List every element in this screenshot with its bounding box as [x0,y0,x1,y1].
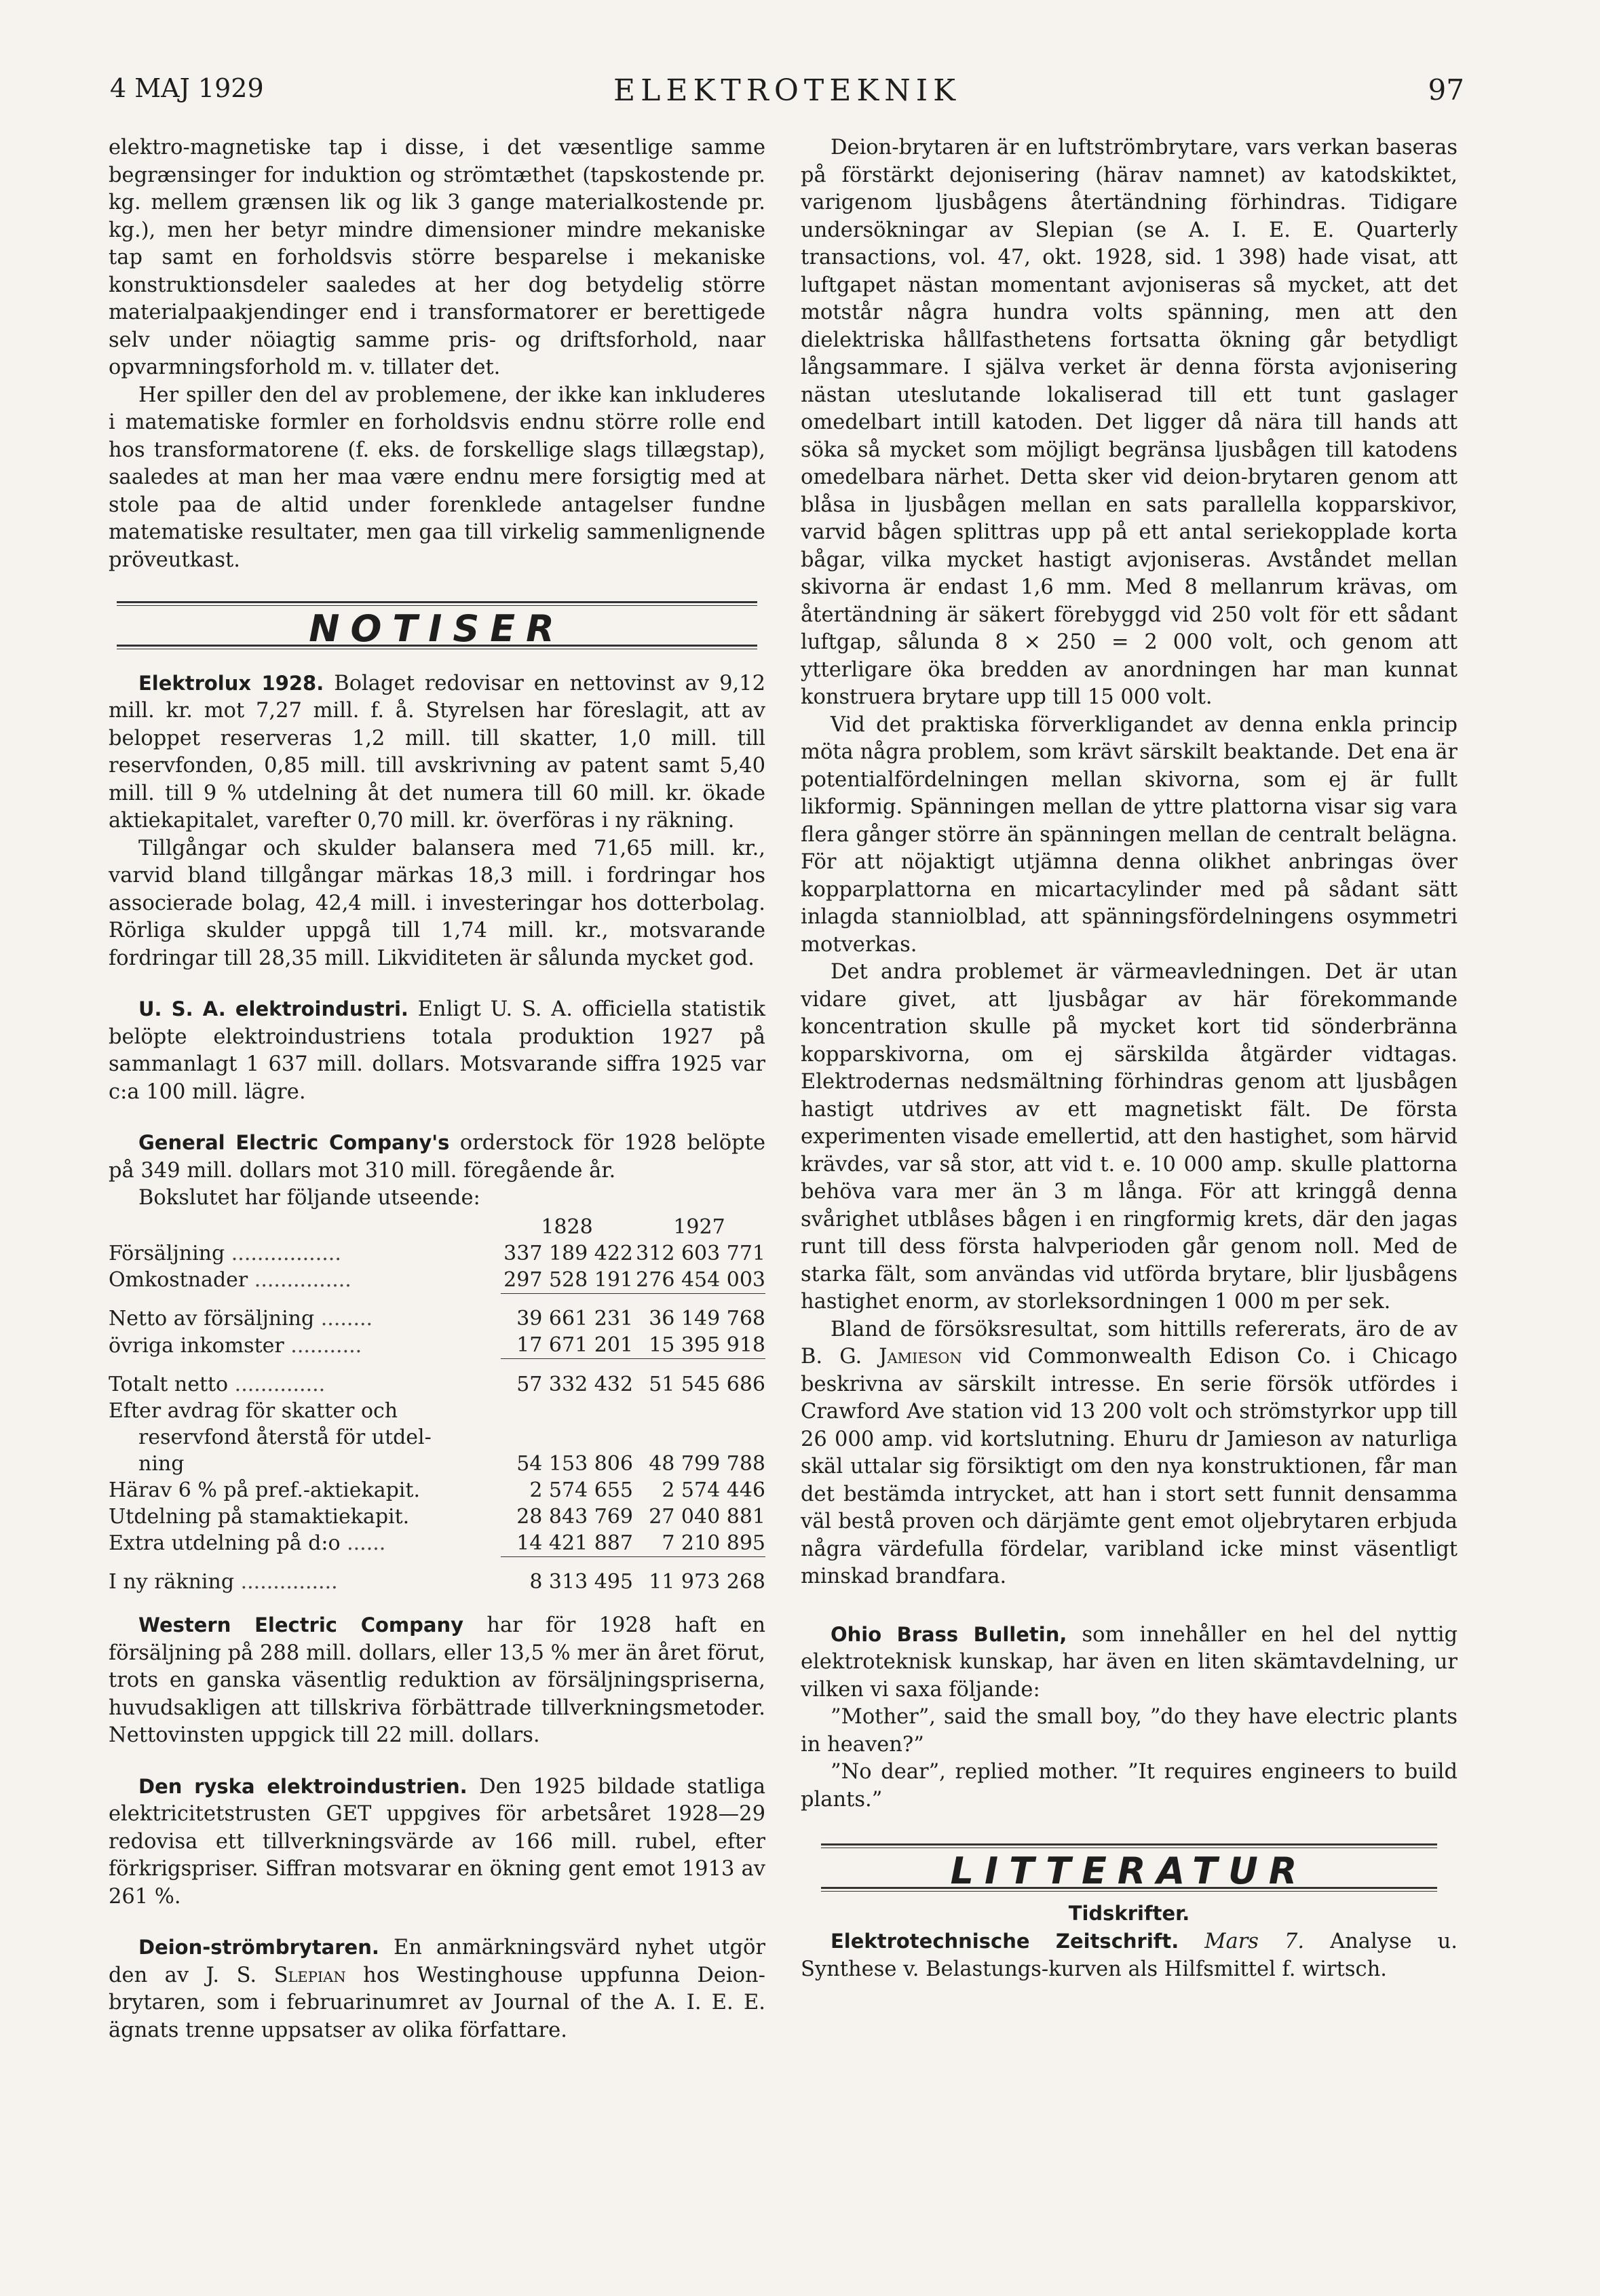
row-label: Härav 6 % på pref.-aktiekapit. [109,1478,420,1502]
row-label: ning [138,1451,185,1476]
row-value-1828: 2 574 655 [529,1478,633,1502]
table-row: Omkostnader ............... 297 528 191 276 454 003 [109,1267,765,1292]
row-value-1927: 7 210 895 [662,1531,765,1555]
deion-body-2: Vid det praktiska förverkligandet av denna enkla princip möta några problem, som krävt särskilt beaktande. Det ena är potentialfördelningen mellan skivorna, som ej är fullt likformig. Spänningen mellan de yttre plattorna visar sig vara flera gånger större än spänningen mellan de centralt belägna. För att nöjaktigt utjämna denna olikhet anbringas över kopparplattorna en micartacylinder med på sådant sätt inlagda stanniolblad, att spänningsfördelningens osymmetri motverkas. [801,712,1458,957]
ge-heading: General Electric Company's [138,1131,450,1154]
financial-table [109,1212,765,1596]
etz-entry [801,1928,1458,1983]
row-value-1927: 27 040 881 [649,1504,765,1529]
table-row [109,1451,765,1477]
row-value-1927: 36 149 768 [633,1293,765,1332]
row-value-1828: 297 528 191 [503,1267,633,1292]
row-label: reservfond återstå för utdel- [138,1425,432,1449]
quote-1: ”Mother”, said the small boy, ”do they have electric plants in heaven?” [801,1705,1458,1757]
deion-body-4 [801,1316,1458,1591]
heading-rule-top [821,1843,1437,1848]
row-value-1828: 54 153 806 [516,1451,633,1476]
table-row: övriga inkomster ........... 17 671 201 15 395 918 [109,1333,765,1358]
page-header [110,73,1464,114]
etz-date: Mars 7. [1204,1930,1305,1953]
we-text: har för 1928 haft en försäljning på 288 mill. dollars, eller 13,5 % mer än året förut, trots en ganska väsentlig reduktion av försäljningspriserna, huvudsakligen att tillskriva förbättrade tillverkningsmetoder. Nettovinsten uppgick till 22 mill. dollars. [109,1613,765,1747]
ohio-paragraph [801,1621,1458,1704]
row-value-1927: 51 545 686 [633,1359,765,1398]
usa-heading: U. S. A. elektroindustri. [138,997,408,1020]
year-col-2: 1927 [673,1214,725,1239]
row-label: Totalt netto [109,1372,229,1396]
row-label: Efter avdrag för skatter och [109,1398,398,1423]
ge-text: orderstock för 1928 belöpte på 349 mill. dollars mot 310 mill. föregående år. [109,1131,765,1183]
left-column [109,134,765,2044]
usa-text: Enligt U. S. A. officiella statistik belöpte elektroindustriens totala produktion 1927 på sammanlagt 1 637 mill. dollars. Motsvarande siffra 1925 var c:a 100 mill. lägre. [109,997,765,1104]
notiser-heading [117,601,757,649]
deion-paragraph [109,1934,765,2044]
row-value-1927: 48 799 788 [649,1451,765,1476]
table-row [109,1504,765,1530]
row-value-1828: 337 189 422 [503,1241,633,1265]
quote-2: ”No dear”, replied mother. ”It requires engineers to build plants.” [801,1760,1458,1812]
ge-bokslut: Bokslutet har följande utseende: [138,1186,480,1210]
notiser-title: NOTISER [309,607,565,650]
row-label: I ny räkning [109,1570,235,1594]
deion-body-3: Det andra problemet är värmeavledningen. Det är utan vidare givet, att ljusbågar av här förekommande koncentration skulle på mycket kort tid sönderbränna kopparskivorna, om ej särskilda åtgärder vidtagas. Elektrodernas nedsmältning förhindras genom att ljusbågen hastigt utdrives av ett magnetiskt fält. De första experimenten visade emellertid, att den hastighet, som härvid krävdes, var så stor, att vid t. e. 10 000 amp. skulle plattorna behöva vara mer än 3 m långa. För att kringgå denna svårighet utblåses bågen i en ringformig krets, där den jagas runt till dess första halvperioden går genom noll. Med de starka fält, som användas vid utförda brytare, blir ljusbågens hastighet enorm, av storleksordningen 1 000 m per sek. [801,960,1458,1314]
p4-name: Jamieson [879,1345,962,1369]
elektrolux-heading: Elektrolux 1928. [138,671,324,695]
ry-text: Den 1925 bildade statliga elektricitetstrusten GET uppgives för arbetsåret 1928—29 redovisa ett tillverkningsvärde av 166 mill. rubel, efter förkrigspriser. Siffran motsvarar en ökning gent emot 1913 av 261 %. [109,1774,765,1909]
elektrolux-paragraph-1 [109,670,765,835]
table-row: Netto av försäljning ........ 39 661 231 36 149 768 [109,1293,765,1332]
de-name: Slepian [273,1963,346,1987]
p4-text-a: Bland de försöksresultat, som hittills refererats, äro de av B. G. [801,1317,1458,1369]
row-value-1828: 39 661 231 [501,1293,633,1332]
row-value-1828: 28 843 769 [516,1504,633,1529]
row-value-1927: 312 603 771 [636,1241,765,1265]
p4-text-b: vid Commonwealth Edison Co. i Chicago beskrivna av särskilt intresse. En serie försök utfördes i Crawford Ave station vid 13 200 volt och strömstyrkor upp till 26 000 amp. vid kortslutning. Ehuru dr Jamieson av naturliga skäl uttalar sig försiktigt om den nya konstruktionen, får man det bestämda intrycket, att han i stort sett funnit densamma väl bestå proven och därjämte gent emot oljebrytaren erbjuda några värdefulla fördelar, varibland icke minst väsentligt minskad brandfara. [801,1345,1458,1588]
heading-rule-top [117,601,757,606]
page-number: 97 [1428,73,1464,107]
litteratur-heading [821,1843,1437,1892]
row-value-1927: 11 973 268 [633,1556,765,1595]
intro-paragraph-1: elektro-magnetiske tap i disse, i det væsentlige samme begrænsinger for induktion og strömtæthet (tapskostende pr. kg. mellem grænsen lik og lik 3 gange materialkostende pr. kg.), men her betyr mindre dimensioner mindre mekaniske tap samt en forholdsvis större besparelse i mekaniske konstruktionsdeler saaledes at her dog betydelig större materialpaakjendinger end i transformatorer er berettigede selv under nöiagtig samme pris- og driftsforhold, naar opvarmningsforhold m. v. tillater det. [109,136,765,379]
ry-heading: Den ryska elektroindustrien. [138,1774,468,1798]
right-column [801,134,1458,1983]
tidskrifter-label: Tidskrifter. [1068,1901,1190,1925]
intro-paragraph-2: Her spiller den del av problemene, der ikke kan inkluderes i matematiske formler en forholdsvis endnu större rolle end hos transformatorene (f. eks. de forskellige slags tillægstap), saaledes at man her maa være endnu mere forsigtig med at stole paa de altid under forenklede antagelser fundne matematiske resultater, men gaa till virkelig sammenlignende pröveutkast. [109,383,765,572]
row-value-1828: 17 671 201 [516,1333,633,1357]
row-value-1927: 15 395 918 [649,1333,765,1357]
table-row: Totalt netto .............. 57 332 432 51 545 686 [109,1359,765,1398]
de-text-2: hos Westinghouse uppfunna Deion-brytaren, som i februarinumret av Journal of the A. I. E. E. ägnats trenne uppsatser av olika författare. [109,1963,765,2042]
table-row: Extra utdelning på d:o ...... 14 421 887 7 210 895 [109,1531,765,1555]
de-heading: Deion-strömbrytaren. [138,1936,379,1959]
usa-paragraph [109,995,765,1106]
litteratur-title: LITTERATUR [950,1850,1308,1892]
ryska-paragraph [109,1773,765,1911]
row-label: Netto av försäljning [109,1307,315,1331]
deion-body-1: Deion-brytaren är en luftströmbrytare, vars verkan baseras på förstärkt dejonisering (härav namnet) av katodskiktet, varigenom ljusbågens återtändning förhindras. Tidigare undersökningar av Slepian (se A. I. E. E. Quarterly transactions, vol. 47, okt. 1928, sid. 1 398) hade visat, att luftgapet nästan momentant avjoniseras så mycket, att det motstår några hundra volts spänning, men att den dielektriska hållfasthetens fortsatta ökning går betydligt långsammare. I själva verket är denna första avjonisering nästan uteslutande lokaliserad till ett tunt gaslager omedelbart intill katoden. Det ligger då nära till hands att söka så mycket som möjligt begränsa ljusbågen till katodens omedelbara närhet. Detta sker vid deion-brytaren genom att blåsa in ljusbågen mellan en sats parallella kopparskivor, varvid bågen splittras upp på ett antal seriekopplade korta bågar, vilka mycket hastigt avjoniseras. Avståndet mellan skivorna är endast 1,6 mm. Med 8 mellanrum krävas, om återtändning är säkert förebyggd vid 250 volt för ett sådant luftgap, sålunda 8 × 250 = 2 000 volt, och genom att ytterligare öka bredden av anordningen har man kunnat konstruera brytare upp till 15 000 volt. [801,136,1458,709]
row-label: Omkostnader [109,1268,248,1292]
ohio-heading: Ohio Brass Bulletin, [831,1622,1067,1646]
tidskrifter-heading [801,1900,1458,1928]
row-label: Utdelning på stamaktiekapit. [109,1504,410,1529]
etz-text: Analyse u. Synthese v. Belastungs-kurven als Hilfsmittel f. wirtsch. [801,1930,1458,1981]
table-row: I ny räkning ............... 8 313 495 11 973 268 [109,1556,765,1595]
elektrolux-text: Bolaget redovisar en nettovinst av 9,12 mill. kr. mot 7,27 mill. f. å. Styrelsen har föreslagit, att av beloppet reserveras 1,2 mill. till skatter, 1,0 mill. till reservfonden, 0,85 mill. till avskrivning av patent samt 5,40 mill. till 9 % utdelning åt det numera till 60 mill. kr. ökade aktiekapitalet, varefter 0,70 mill. kr. överföras i ny räkning. [109,671,765,833]
ge-paragraph [109,1129,765,1185]
row-value-1828: 8 313 495 [501,1556,633,1595]
ohio-text: som innehåller en hel del nyttig elektroteknisk kunskap, har även en liten skämtavdelning, ur vilken vi saxa följande: [801,1622,1458,1702]
row-value-1927: 276 454 003 [636,1267,765,1292]
year-col-1: 1828 [541,1214,593,1239]
row-value-1828: 14 421 887 [516,1531,633,1555]
table-row [109,1477,765,1504]
issue-date: 4 MAJ 1929 [110,73,264,103]
table-row [109,1424,765,1451]
table-row: Försäljning ................. 337 189 422 312 603 771 [109,1241,765,1265]
journal-title: ELEKTROTEKNIK [613,73,961,108]
etz-heading: Elektrotechnische Zeitschrift. [831,1930,1179,1953]
western-electric-paragraph [109,1611,765,1750]
row-label: övriga inkomster [109,1333,284,1358]
we-heading: Western Electric Company [138,1613,464,1637]
row-label: Extra utdelning på d:o [109,1531,341,1555]
elektrolux-paragraph-2: Tillgångar och skulder balansera med 71,65 mill. kr., varvid bland tillgångar märkas 18,3 mill. i fordringar hos associerade bolag, 42,4 mill. i investeringar hos dotterbolag. Rörliga skulder uppgå till 1,74 mill. kr., motsvarande fordringar till 28,35 mill. Likviditeten är sålunda mycket god. [109,836,765,970]
row-label: Försäljning [109,1241,225,1265]
row-value-1927: 2 574 446 [662,1478,765,1502]
de-text-1: En anmärkningsvärd nyhet utgör den av J. S. [109,1936,765,1987]
table-header-row [109,1212,765,1240]
row-value-1828: 57 332 432 [501,1359,633,1398]
table-row [109,1398,765,1424]
